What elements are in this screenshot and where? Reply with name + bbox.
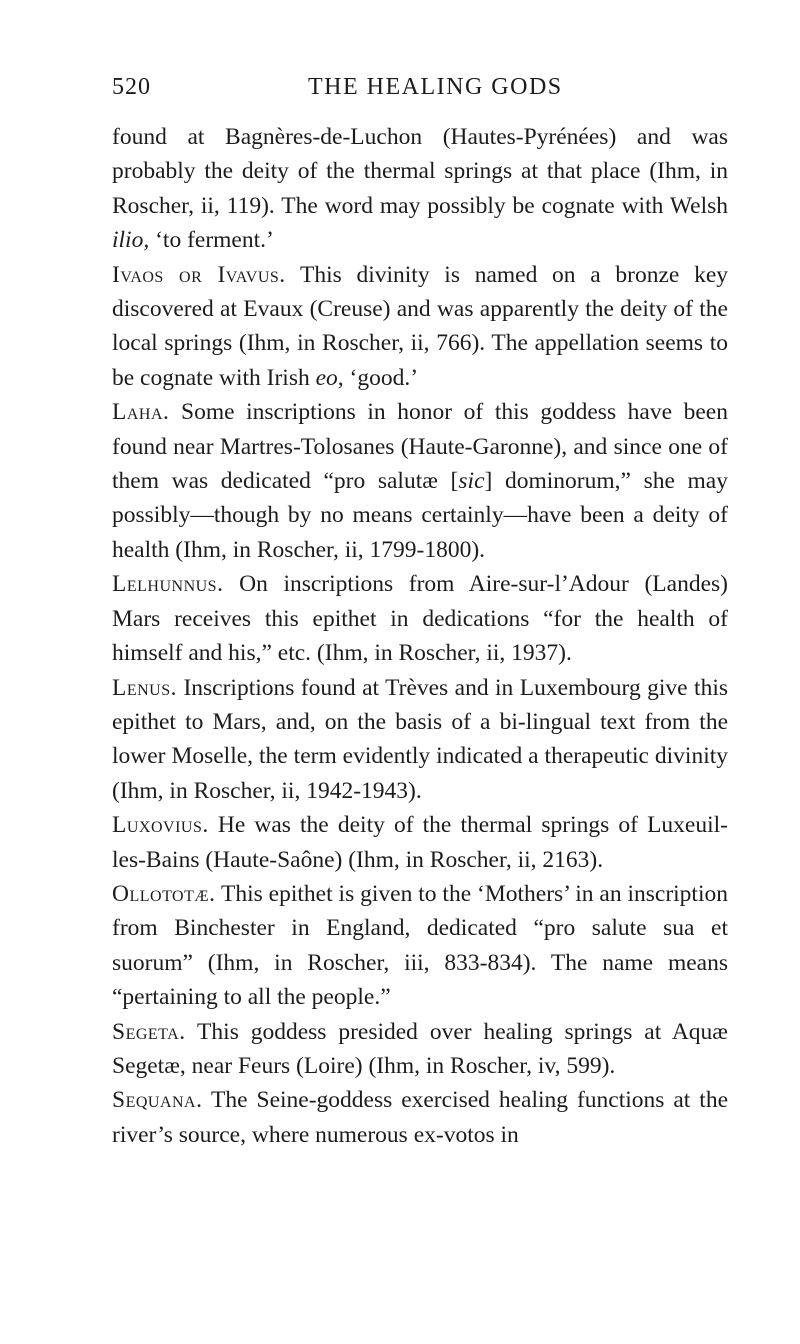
- entry-text: This goddess presided over healing springs at Aquæ Segetæ, near Feurs (Loire) (Ihm, in Roscher, iv, 599).: [112, 1018, 728, 1079]
- entry-heading: Lelhunnus.: [112, 571, 224, 598]
- entry-lelhunnus: [112, 567, 728, 670]
- entry-laha: [112, 395, 728, 567]
- entry-text: ‘good.’: [343, 364, 419, 391]
- entry-segeta: [112, 1015, 728, 1084]
- entry-heading: Ivaos or Ivavus.: [112, 261, 286, 288]
- italic-term: sic: [458, 468, 485, 495]
- book-page: [112, 74, 728, 1152]
- entry-text: He was the deity of the thermal springs of Luxeuil-les-Bains (Haute-Saône) (Ihm, in Roscher, ii, 2163).: [112, 812, 728, 873]
- entry-ollototae: [112, 877, 728, 1015]
- entry-heading: Segeta.: [112, 1018, 186, 1045]
- entry-heading: Ollototæ.: [112, 880, 216, 907]
- entry-text: On inscriptions from Aire-sur-l’Adour (Landes) Mars receives this epithet in dedications “for the health of himself and his,” etc. (Ihm, in Roscher, ii, 1937).: [112, 571, 728, 667]
- paragraph-text: found at Bagnères-de-Luchon (Hautes-Pyrénées) and was probably the deity of the thermal springs at that place (Ihm, in Roscher, ii, 119). The word may possibly be cognate with Welsh: [112, 124, 728, 219]
- entry-heading: Sequana.: [112, 1087, 203, 1114]
- entry-lenus: [112, 671, 728, 809]
- entry-ivaos: [112, 258, 728, 396]
- running-head: [112, 74, 728, 108]
- entry-text: The Seine-goddess exercised healing functions at the river’s source, where numerous ex-votos in: [112, 1087, 728, 1148]
- entry-text: ] dominorum,” she may possibly—though by no means certainly—have been a deity of health (Ihm, in Roscher, ii, 1799-1800).: [112, 468, 728, 563]
- italic-term: eo,: [315, 364, 344, 391]
- entry-sequana: [112, 1083, 728, 1152]
- body-text: [112, 120, 728, 1152]
- continuation-paragraph: [112, 120, 728, 258]
- italic-term: ilio,: [112, 227, 150, 254]
- entry-heading: Lenus.: [112, 674, 178, 701]
- entry-text: This epithet is given to the ‘Mothers’ in an inscription from Binchester in England, dedicated “pro salute sua et suorum” (Ihm, in Roscher, iii, 833-834). The name means “pertaining to all the people.”: [112, 880, 728, 1011]
- paragraph-text: ‘to ferment.’: [149, 227, 274, 254]
- entry-heading: Luxovius.: [112, 812, 209, 839]
- page-number: 520: [112, 74, 151, 100]
- entry-text: This divinity is named on a bronze key discovered at Evaux (Creuse) and was apparently the deity of the local springs (Ihm, in Roscher, ii, 766). The appellation seems to be cognate with Irish: [112, 261, 728, 391]
- entry-text: Inscriptions found at Trèves and in Luxembourg give this epithet to Mars, and, on the basis of a bi-lingual text from the lower Moselle, the term evidently indicated a therapeutic divinity (Ihm, in Roscher, ii, 1942-1943).: [112, 674, 728, 804]
- entry-luxovius: [112, 808, 728, 877]
- entry-heading: Laha.: [112, 399, 170, 426]
- entry-text: Some inscriptions in honor of this goddess have been found near Martres-Tolosanes (Haute-Garonne), and since one of them was dedicated “pro salutæ [: [112, 399, 728, 495]
- running-title: THE HEALING GODS: [308, 74, 563, 100]
